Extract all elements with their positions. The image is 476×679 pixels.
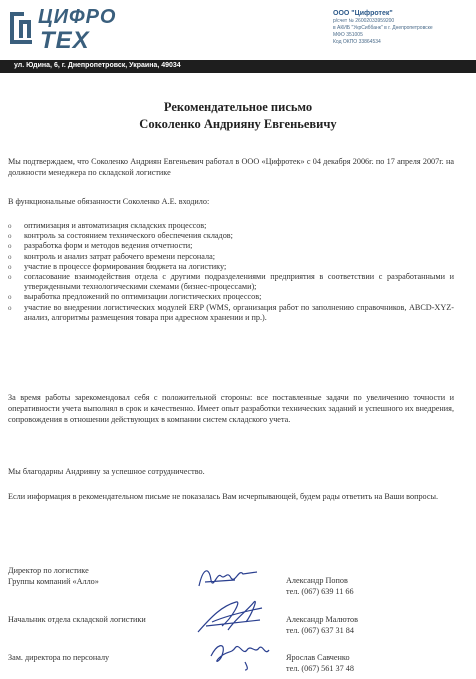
- bank-mfo: МФО 351005: [333, 32, 363, 38]
- signatory-contact: Александр Малютов тел. (067) 637 31 84: [286, 615, 358, 635]
- bank-account: р/счет № 26002033959200: [333, 18, 395, 24]
- duties-list: [8, 221, 454, 323]
- bullet-icon: o: [8, 262, 12, 271]
- letter-recipient: Соколенко Андрияну Евгеньевичу: [139, 117, 337, 131]
- list-item: o контроль за состоянием технического обеспечения складов;: [8, 231, 233, 241]
- company-details: [333, 10, 473, 46]
- list-item: o участие в процессе формирования бюджета на логистику;: [8, 261, 227, 271]
- signatory-title: Директор по логистике Группы компаний «Алло»: [8, 566, 99, 586]
- signatory-contact: Александр Попов тел. (067) 639 11 66: [286, 576, 354, 596]
- list-item: o разработка форм и методов ведения отчетности;: [8, 241, 193, 251]
- bullet-icon: o: [8, 303, 12, 312]
- list-item: o участие во внедрении логистических модулей ERP (WMS, организация работ по заполнению справочников, ABCD-XYZ-анализ, алгоритмы размещения товара при адресном хранении и пр.).: [8, 302, 454, 322]
- company-name: ООО "Цифротек": [333, 10, 393, 17]
- performance-paragraph: За время работы зарекомендовал себя с положительной стороны: все поставленные задачи по увеличению точности и оперативности учета выполнял в срок и качественно. Имеет опыт разработки технических заданий и успешного их внедрения, сопровождения в отношении действующих в компании систем складского учета.: [8, 393, 454, 424]
- list-item: o выработка предложений по оптимизации логистических процессов;: [8, 292, 262, 302]
- logo-text-bottom: ТЕХ: [40, 27, 90, 54]
- signatory-title: Зам. директора по персоналу: [8, 653, 110, 662]
- list-item: o оптимизация и автоматизация складских процессов;: [8, 221, 207, 230]
- list-item: o контроль и анализ затрат рабочего времени персонала;: [8, 251, 215, 261]
- bullet-icon: o: [8, 273, 12, 282]
- okpo-code: Код ОКПО 33864534: [333, 39, 381, 45]
- letter-title: Рекомендательное письмо: [163, 100, 313, 114]
- duties-heading: В функциональные обязанности Соколенко А.Е. входило:: [8, 197, 210, 206]
- logo-text-top: ЦИФРО: [38, 6, 117, 28]
- bullet-icon: o: [8, 232, 12, 241]
- intro-paragraph: Мы подтверждаем, что Соколенко Андриян Евгеньевич работал в ООО «Цифротек» с 04 декабря 2006г. по 17 апреля 2007г. на должности менеджера по складской логистике: [8, 157, 454, 177]
- closing-paragraph: Если информация в рекомендательном письме не показалась Вам исчерпывающей, будем рады ответить на Ваши вопросы.: [8, 492, 439, 501]
- signatory-title: Начальник отдела складской логистики: [8, 615, 146, 624]
- signature-image: [192, 596, 272, 638]
- signatory-contact: Ярослав Савченко тел. (067) 561 37 48: [286, 653, 354, 673]
- bullet-icon: o: [8, 293, 12, 302]
- bank-name: в АКИБ "УкрСиббанк" в г. Днепропетровске: [333, 25, 433, 31]
- thanks-paragraph: Мы благодарны Андрияну за успешное сотрудничество.: [8, 467, 205, 476]
- list-item: o согласование взаимодействия отдела с другими подразделениями предприятия в соответствии с разработанными и утвержденными технологическими схемами (бизнес-процессами);: [8, 272, 454, 292]
- bullet-icon: o: [8, 252, 12, 261]
- signature-image: [205, 636, 275, 672]
- company-address: ул. Юдина, 6, г. Днепропетровск, Украина, 49034: [14, 62, 181, 69]
- signature-image: [195, 562, 265, 594]
- bullet-icon: o: [8, 242, 12, 251]
- bullet-icon: o: [8, 222, 12, 230]
